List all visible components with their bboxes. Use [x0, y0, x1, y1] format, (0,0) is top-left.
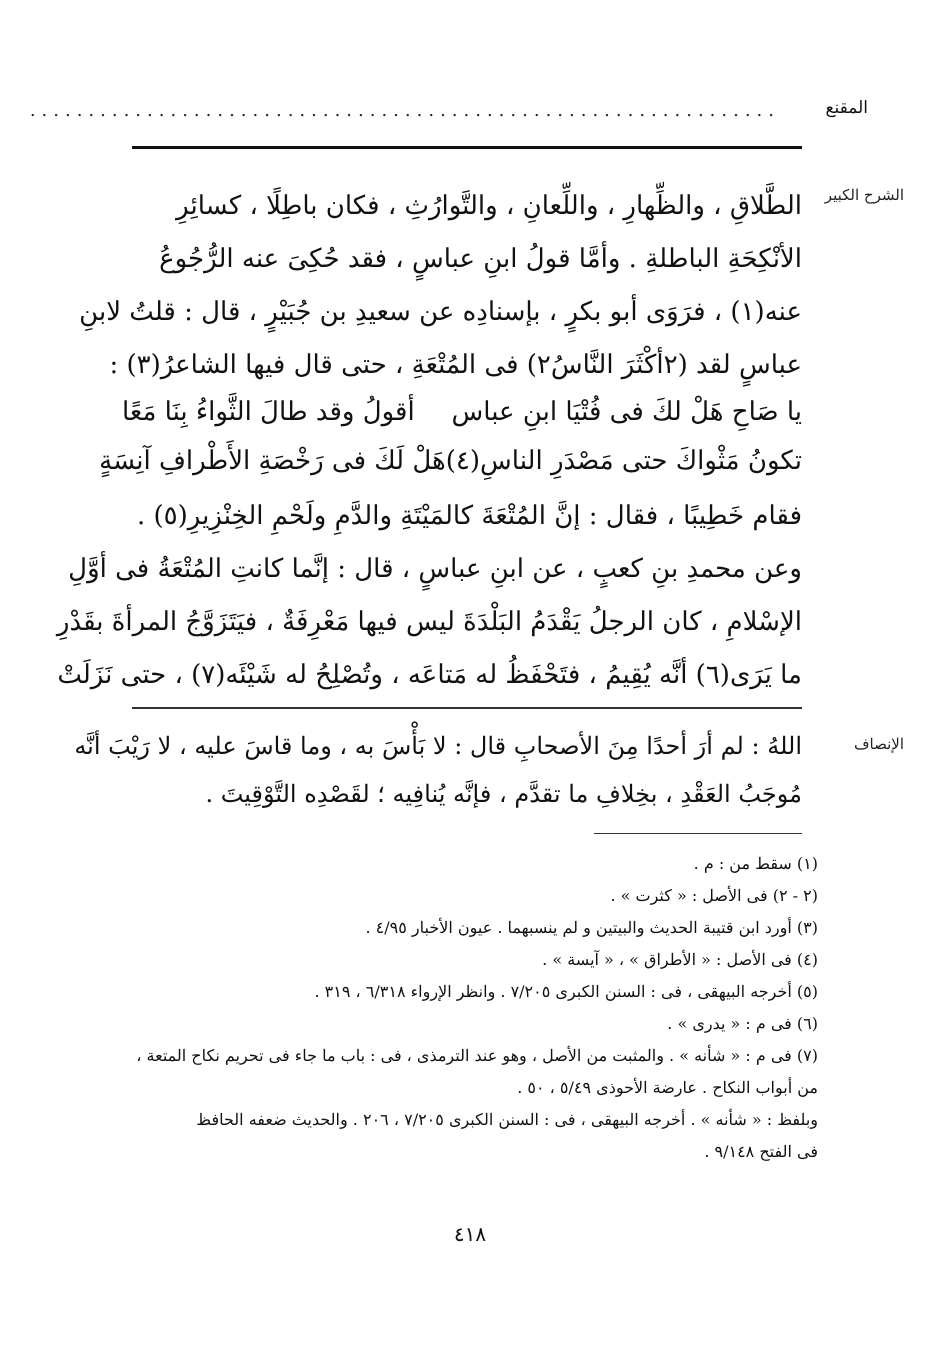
- footnote: (٤) فى الأصل : « الأطراق » ، « آيسة » .: [542, 950, 818, 969]
- text-line: الأنْكِحَةِ الباطلةِ . وأمَّا قولُ ابنِ عباسٍ ، فقد حُكِىَ عنه الرُّجُوعُ: [159, 244, 802, 274]
- footnote: (٢ - ٢) فى الأصل : « كثرت » .: [610, 886, 818, 905]
- verse-hemistich-first: يا صَاحِ هَلْ لكَ فى فُتْيَا ابنِ عباس: [451, 397, 802, 427]
- text-line: ما يَرَى(٦) أنَّه يُقِيمُ ، فتَحْفَظُ له مَتاعَه ، وتُصْلِحُ له شَيْئَه(٧) ، حتى نَزَلَتْ: [57, 660, 802, 690]
- footnotes: [118, 848, 818, 1168]
- verse-line: [99, 437, 802, 486]
- header-rule: [132, 146, 802, 149]
- side-label-insaf: الإنصاف: [853, 735, 904, 753]
- verse-hemistich-second: أقولُ وقد طالَ الثَّواءُ بِنَا مَعًا: [122, 397, 415, 427]
- footnote: وبلفظ : « شأنه » . أخرجه البيهقى ، فى : السنن الكبرى ٧/٢٠٥ ، ٢٠٦ . والحديث ضعفه الحافظ: [196, 1110, 818, 1129]
- text-line: الطَّلاقِ ، والظِّهارِ ، واللِّعانِ ، والتَّوارُثِ ، فكان باطِلًا ، كسائِرِ: [176, 191, 802, 221]
- sharh-continued-text-block: [56, 490, 802, 702]
- footnote: (٣) أورد ابن قتيبة الحديث والبيتين و لم ينسبهما . عيون الأخبار ٤/٩٥ .: [365, 918, 818, 937]
- footnote: من أبواب النكاح . عارضة الأحوذى ٥/٤٩ ، ٥٠ .: [517, 1078, 818, 1097]
- footnote: (٧) فى م : « شأنه » . والمثبت من الأصل ، وهو عند الترمذى ، فى : باب ما جاء فى تحريم نكاح المتعة ،: [136, 1046, 818, 1065]
- insaf-text-block: [74, 722, 802, 818]
- verse-line: [122, 388, 802, 437]
- text-line: فقام خَطِيبًا ، فقال : إنَّ المُتْعَةَ كالمَيْتَةِ والدَّمِ ولَحْمِ الخِنْزِيرِ(٥) .: [136, 501, 802, 531]
- sharh-text-block: [79, 180, 802, 392]
- book-title: المقنع: [825, 98, 868, 118]
- footnote: (٥) أخرجه البيهقى ، فى : السنن الكبرى ٧/٢٠٥ . وانظر الإرواء ٦/٣١٨ ، ٣١٩ .: [314, 982, 818, 1001]
- section-divider: [132, 707, 802, 709]
- footnote-divider: [594, 833, 802, 834]
- page-number: ٤١٨: [453, 1222, 487, 1246]
- footnote: (١) سقط من : م .: [693, 854, 818, 873]
- text-line: وعن محمدِ بنِ كعبٍ ، عن ابنِ عباسٍ ، قال : إنَّما كانتِ المُتْعَةُ فى أوَّلِ: [68, 554, 802, 584]
- side-label-sharh: الشرح الكبير: [824, 186, 904, 204]
- text-line: مُوجَبُ العَقْدِ ، بخِلافِ ما تقدَّم ، فإنَّه يُنافِيه ؛ لقَصْدِه التَّوْقِيتَ .: [205, 780, 802, 808]
- text-line: الإسْلامِ ، كان الرجلُ يَقْدَمُ البَلْدَةَ ليس فيها مَعْرِفَةٌ ، فيَتَزَوَّجُ المرأةَ بقَدْرِ: [56, 607, 802, 637]
- footnote: فى الفتح ٩/١٤٨ .: [704, 1142, 818, 1161]
- text-line: عباسٍ لقد (٢أكْثَرَ النَّاسُ٢) فى المُتْعَةِ ، حتى قال فيها الشاعرُ(٣) :: [109, 350, 802, 380]
- footnote: (٦) فى م : « يدرى » .: [667, 1014, 818, 1033]
- verse-hemistich-first: تكونُ مَثْواكَ حتى مَصْدَرِ الناسِ(٤): [445, 446, 802, 476]
- text-line: اللهُ : لم أرَ أحدًا مِنَ الأصحابِ قال : لا بَأْسَ به ، وما قاسَ عليه ، لا رَيْبَ أنَّه: [74, 732, 802, 760]
- text-line: عنه(١) ، فرَوَى أبو بكرٍ ، بإسنادِه عن سعيدِ بن جُبَيْرٍ ، قال : قلتُ لابنِ: [79, 297, 802, 327]
- poem-verses: [99, 388, 802, 486]
- verse-hemistich-second: هَلْ لَكَ فى رَخْصَةِ الأَطْرافِ آنِسَةٍ: [99, 446, 446, 476]
- header-dotted-leader: ................................................................: [29, 100, 780, 121]
